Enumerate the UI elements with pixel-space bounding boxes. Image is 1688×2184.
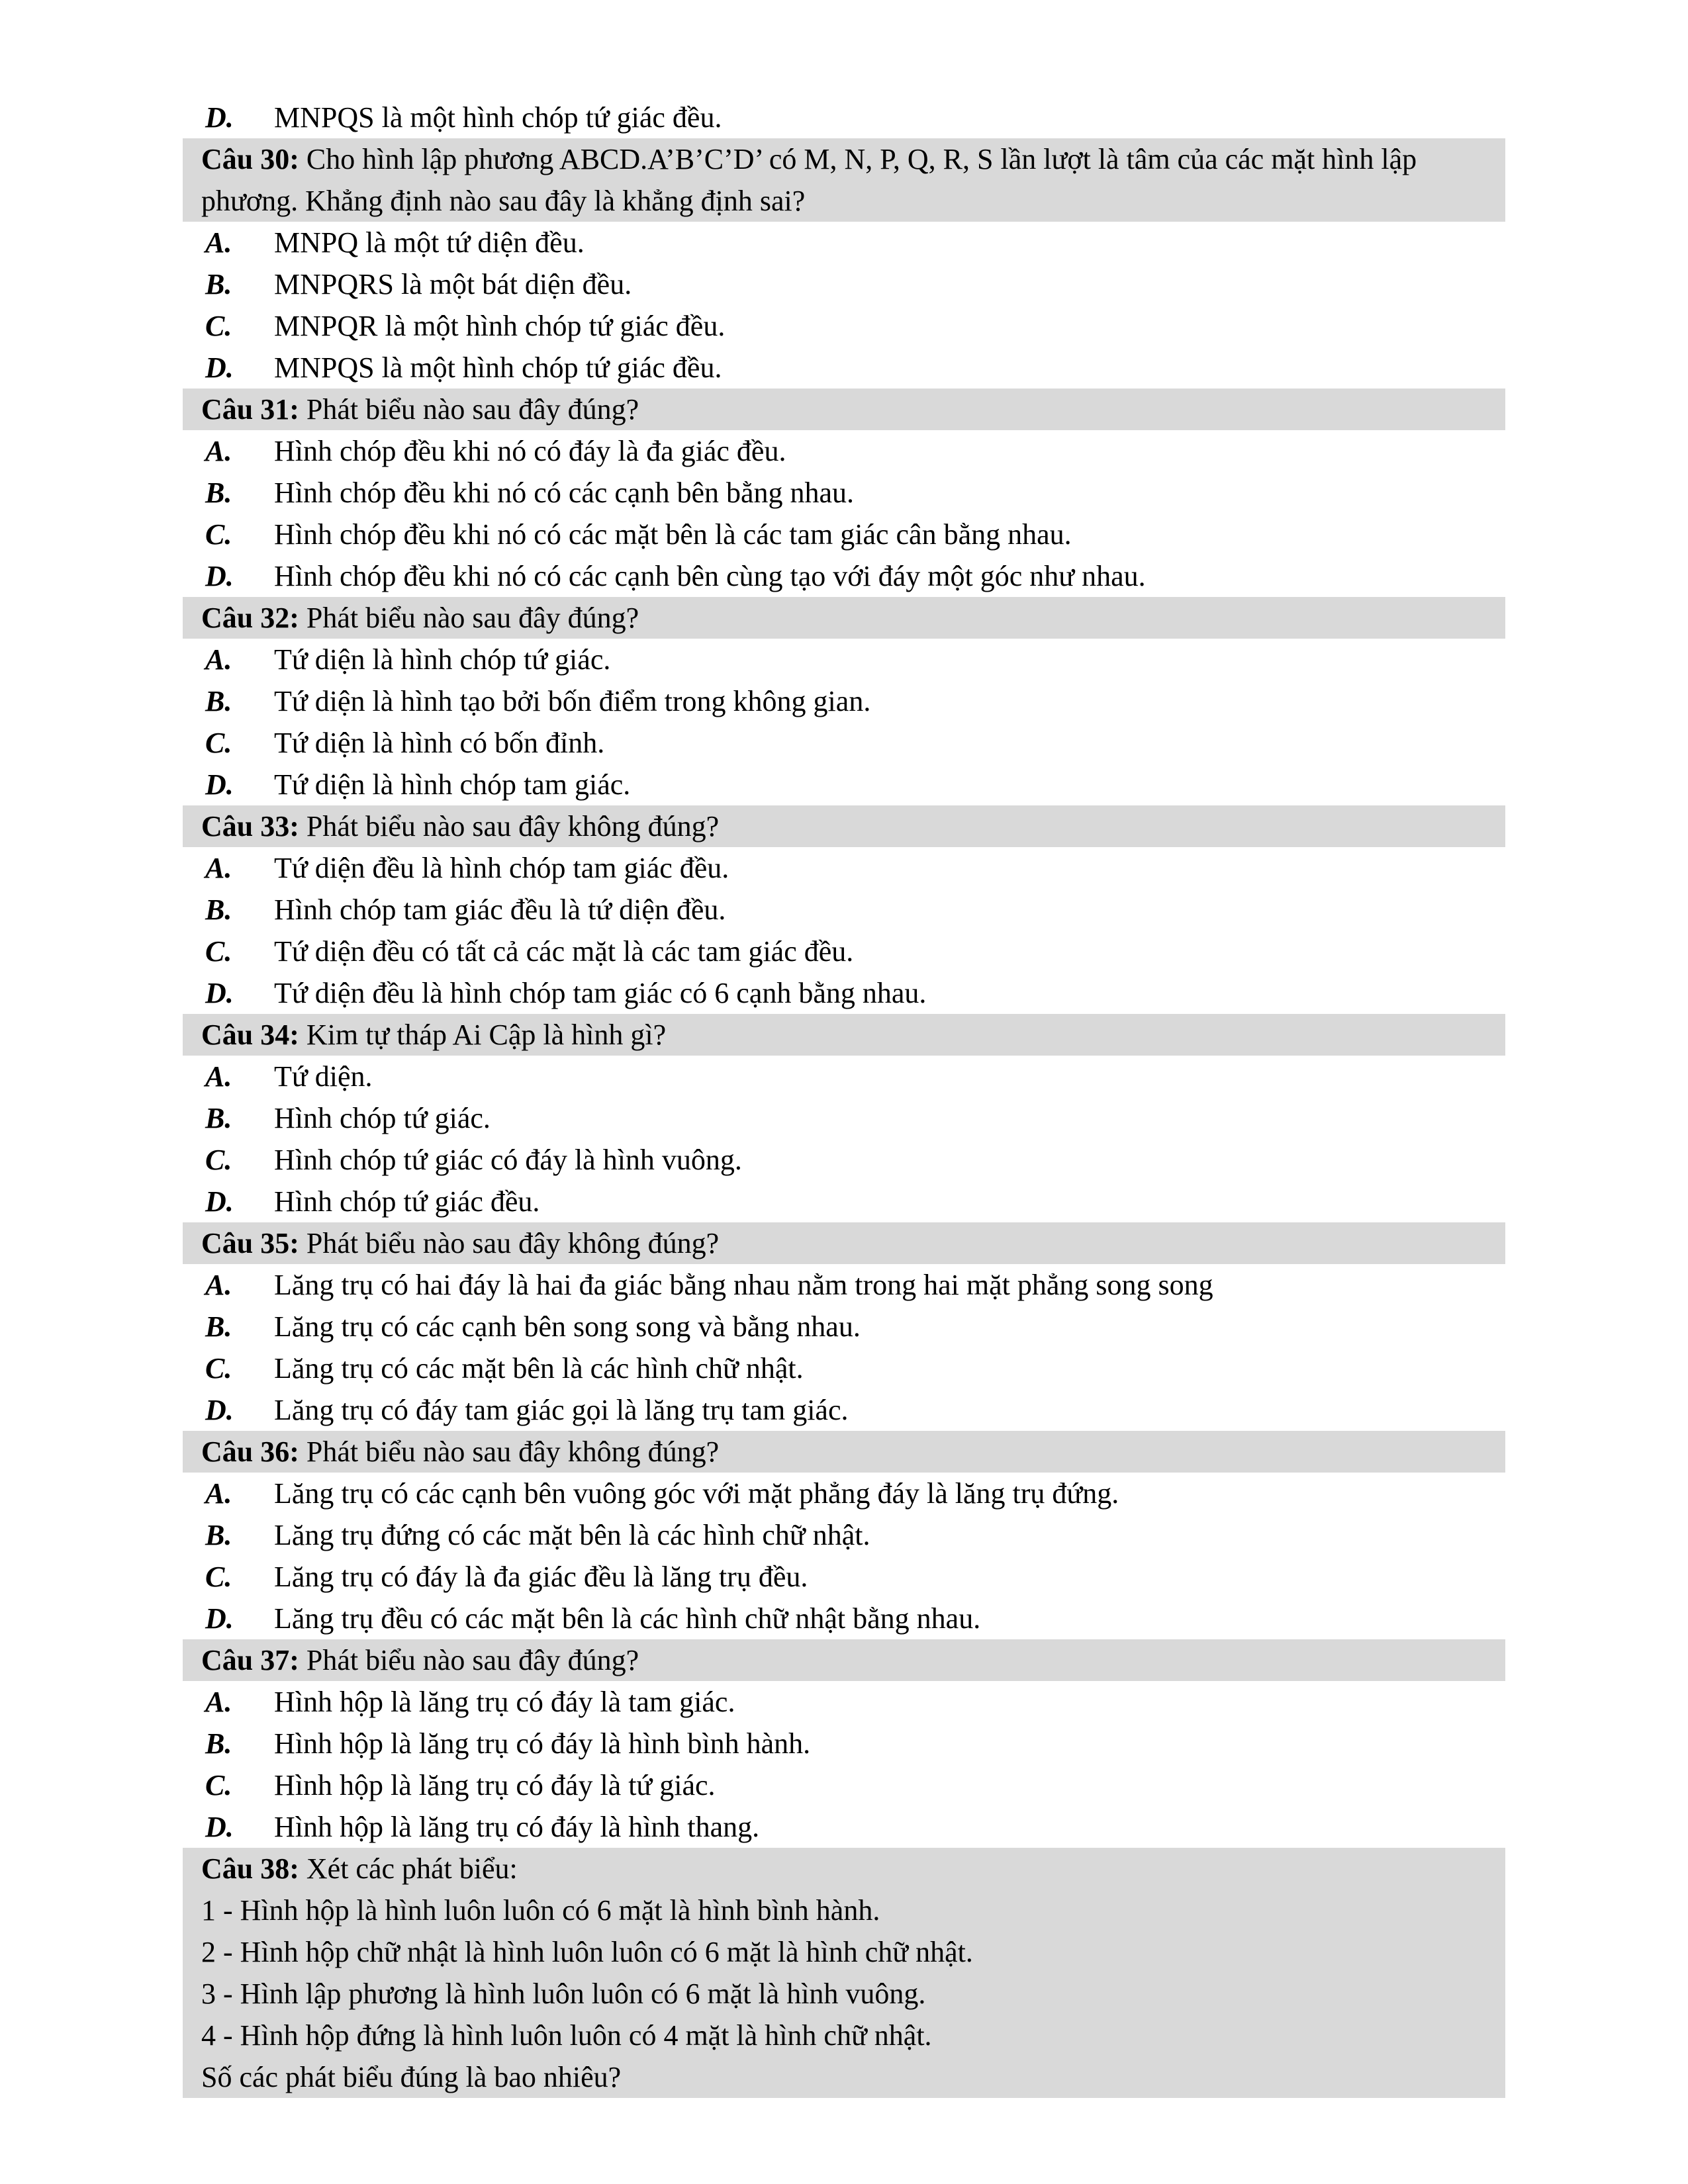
option-row — [183, 347, 1505, 388]
option-text: Hình chóp đều khi nó có các mặt bên là các tam giác cân bằng nhau. — [274, 518, 1072, 551]
option-letter: C. — [205, 1561, 232, 1593]
option-text: MNPQS là một hình chóp tứ giác đều. — [274, 101, 722, 134]
option-letter: B. — [205, 893, 232, 926]
option-text: Lăng trụ có hai đáy là hai đa giác bằng nhau nằm trong hai mặt phẳng song song — [274, 1269, 1213, 1301]
option-text: Hình chóp đều khi nó có các cạnh bên cùng tạo với đáy một góc như nhau. — [274, 560, 1146, 592]
option-text: Tứ diện đều có tất cả các mặt là các tam giác đều. — [274, 935, 854, 968]
question-label: Câu 35: — [201, 1227, 299, 1259]
option-row — [183, 1097, 1505, 1139]
option-row — [183, 263, 1505, 305]
option-row — [183, 680, 1505, 722]
option-text: Tứ diện là hình có bốn đỉnh. — [274, 727, 605, 759]
question-label: Câu 31: — [201, 393, 299, 426]
question-header — [183, 388, 1505, 430]
option-text: Tứ diện đều là hình chóp tam giác có 6 cạnh bằng nhau. — [274, 977, 927, 1009]
question-prompt: Số các phát biểu đúng là bao nhiêu? — [201, 2061, 622, 2093]
option-letter: C. — [205, 935, 232, 968]
option-text: Hình chóp tam giác đều là tứ diện đều. — [274, 893, 726, 926]
option-letter: B. — [205, 1727, 232, 1760]
option-letter: B. — [205, 268, 232, 300]
question-header — [183, 138, 1505, 222]
option-row — [183, 1139, 1505, 1181]
option-letter: D. — [205, 560, 234, 592]
option-text: Tứ diện là hình chóp tam giác. — [274, 768, 631, 801]
option-row — [183, 555, 1505, 597]
option-letter: B. — [205, 1102, 232, 1134]
statement-item: 4 - Hình hộp đứng là hình luôn luôn có 4 mặt là hình chữ nhật. — [201, 2019, 932, 2052]
option-letter: A. — [205, 1060, 232, 1093]
option-text: Lăng trụ đều có các mặt bên là các hình chữ nhật bằng nhau. — [274, 1602, 981, 1635]
option-row — [183, 1306, 1505, 1347]
option-text: Hình hộp là lăng trụ có đáy là tứ giác. — [274, 1769, 716, 1801]
question-label: Câu 36: — [201, 1435, 299, 1468]
option-letter: A. — [205, 435, 232, 467]
question-label: Câu 34: — [201, 1019, 299, 1051]
option-text: Hình chóp đều khi nó có các cạnh bên bằng nhau. — [274, 477, 855, 509]
option-text: Lăng trụ có các cạnh bên song song và bằng nhau. — [274, 1310, 861, 1343]
option-text: Tứ diện đều là hình chóp tam giác đều. — [274, 852, 729, 884]
question-text: Xét các phát biểu: — [299, 1852, 518, 1885]
question-38-block — [183, 1848, 1505, 2098]
question-text: Phát biểu nào sau đây không đúng? — [299, 810, 720, 842]
option-row — [183, 931, 1505, 972]
option-text: Hình hộp là lăng trụ có đáy là hình thang. — [274, 1811, 760, 1843]
question-header — [183, 597, 1505, 639]
option-text: Hình chóp đều khi nó có đáy là đa giác đều. — [274, 435, 786, 467]
option-row — [183, 222, 1505, 263]
question-label: Câu 30: — [201, 143, 299, 175]
option-row — [183, 1764, 1505, 1806]
option-row — [183, 97, 1505, 138]
option-letter: C. — [205, 518, 232, 551]
question-header — [183, 1431, 1505, 1473]
option-text: MNPQRS là một bát diện đều. — [274, 268, 632, 300]
option-text: Hình hộp là lăng trụ có đáy là hình bình hành. — [274, 1727, 811, 1760]
option-letter: C. — [205, 1352, 232, 1385]
question-header — [183, 1639, 1505, 1681]
option-row — [183, 972, 1505, 1014]
question-list — [183, 97, 1505, 2098]
question-label: Câu 37: — [201, 1644, 299, 1676]
option-row — [183, 1681, 1505, 1723]
option-row — [183, 764, 1505, 805]
option-letter: A. — [205, 226, 232, 259]
option-letter: D. — [205, 768, 234, 801]
question-header — [183, 1222, 1505, 1264]
option-text: MNPQS là một hình chóp tứ giác đều. — [274, 351, 722, 384]
question-text: Phát biểu nào sau đây đúng? — [299, 602, 639, 634]
option-row — [183, 305, 1505, 347]
option-text: Lăng trụ có đáy là đa giác đều là lăng trụ đều. — [274, 1561, 808, 1593]
option-row — [183, 472, 1505, 514]
option-letter: A. — [205, 1686, 232, 1718]
option-row — [183, 514, 1505, 555]
option-row — [183, 1514, 1505, 1556]
option-text: Tứ diện là hình tạo bởi bốn điểm trong không gian. — [274, 685, 871, 717]
option-text: MNPQR là một hình chóp tứ giác đều. — [274, 310, 726, 342]
option-text: Hình hộp là lăng trụ có đáy là tam giác. — [274, 1686, 735, 1718]
option-letter: B. — [205, 1519, 232, 1551]
option-letter: D. — [205, 101, 234, 134]
option-letter: C. — [205, 727, 232, 759]
option-row — [183, 1473, 1505, 1514]
option-letter: A. — [205, 1477, 232, 1510]
option-row — [183, 639, 1505, 680]
option-text: Lăng trụ có các cạnh bên vuông góc với mặt phẳng đáy là lăng trụ đứng. — [274, 1477, 1119, 1510]
option-letter: A. — [205, 852, 232, 884]
option-row — [183, 1598, 1505, 1639]
option-text: Tứ diện là hình chóp tứ giác. — [274, 643, 611, 676]
option-text: Hình chóp tứ giác có đáy là hình vuông. — [274, 1144, 742, 1176]
question-header — [183, 1848, 1505, 1889]
option-text: Lăng trụ có đáy tam giác gọi là lăng trụ tam giác. — [274, 1394, 849, 1426]
option-text: Tứ diện. — [274, 1060, 373, 1093]
option-text: Hình chóp tứ giác. — [274, 1102, 491, 1134]
option-row — [183, 1181, 1505, 1222]
question-text: Phát biểu nào sau đây không đúng? — [299, 1227, 720, 1259]
option-letter: D. — [205, 351, 234, 384]
option-letter: B. — [205, 1310, 232, 1343]
option-row — [183, 1723, 1505, 1764]
option-letter: A. — [205, 643, 232, 676]
question-text: Phát biểu nào sau đây không đúng? — [299, 1435, 720, 1468]
option-row — [183, 722, 1505, 764]
option-letter: A. — [205, 1269, 232, 1301]
statement-item: 3 - Hình lập phương là hình luôn luôn có 6 mặt là hình vuông. — [201, 1978, 926, 2010]
option-text: Hình chóp tứ giác đều. — [274, 1185, 540, 1218]
option-letter: C. — [205, 310, 232, 342]
option-row — [183, 1556, 1505, 1598]
option-letter: D. — [205, 977, 234, 1009]
option-letter: C. — [205, 1769, 232, 1801]
statement-item: 1 - Hình hộp là hình luôn luôn có 6 mặt là hình bình hành. — [201, 1894, 880, 1927]
option-letter: D. — [205, 1394, 234, 1426]
option-text: Lăng trụ có các mặt bên là các hình chữ nhật. — [274, 1352, 804, 1385]
statement-item: 2 - Hình hộp chữ nhật là hình luôn luôn có 6 mặt là hình chữ nhật. — [201, 1936, 973, 1968]
option-letter: B. — [205, 685, 232, 717]
option-letter: D. — [205, 1811, 234, 1843]
question-label: Câu 33: — [201, 810, 299, 842]
option-letter: B. — [205, 477, 232, 509]
question-text: Phát biểu nào sau đây đúng? — [299, 393, 639, 426]
option-text: MNPQ là một tứ diện đều. — [274, 226, 585, 259]
question-header — [183, 805, 1505, 847]
question-header — [183, 1014, 1505, 1056]
question-text: Kim tự tháp Ai Cập là hình gì? — [299, 1019, 667, 1051]
option-row — [183, 1806, 1505, 1848]
option-letter: D. — [205, 1185, 234, 1218]
option-row — [183, 847, 1505, 889]
option-row — [183, 1264, 1505, 1306]
option-row — [183, 430, 1505, 472]
question-text: Phát biểu nào sau đây đúng? — [299, 1644, 639, 1676]
option-row — [183, 889, 1505, 931]
option-row — [183, 1347, 1505, 1389]
option-letter: D. — [205, 1602, 234, 1635]
option-text: Lăng trụ đứng có các mặt bên là các hình chữ nhật. — [274, 1519, 870, 1551]
question-label: Câu 32: — [201, 602, 299, 634]
option-row — [183, 1056, 1505, 1097]
question-label: Câu 38: — [201, 1852, 299, 1885]
option-letter: C. — [205, 1144, 232, 1176]
option-row — [183, 1389, 1505, 1431]
question-text: Cho hình lập phương ABCD.A’B’C’D’ có M, N, P, Q, R, S lần lượt là tâm của các mặt hình lập phương. Khẳng định nào sau đây là khẳng định sai? — [201, 143, 1417, 217]
